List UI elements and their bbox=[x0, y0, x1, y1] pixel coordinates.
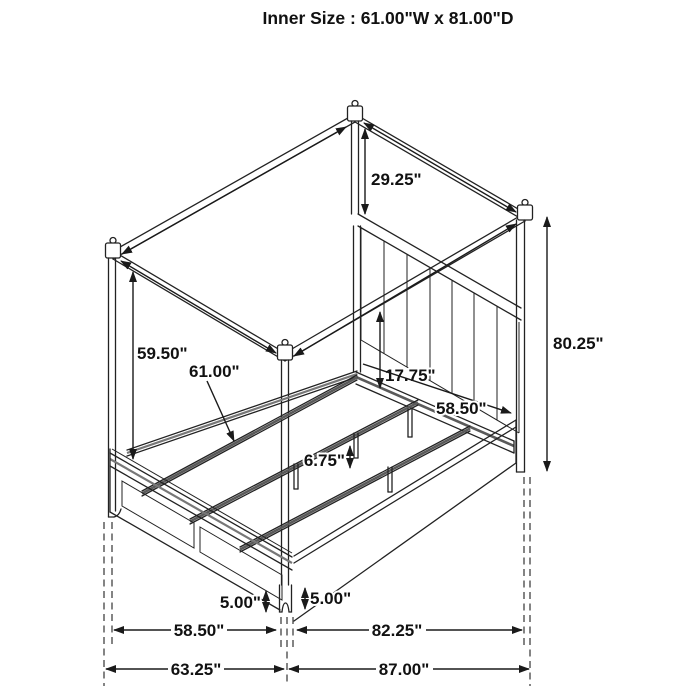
dim-label-head-rail-width: 58.50" bbox=[436, 399, 487, 418]
dim-label-overall-height: 80.25" bbox=[553, 334, 604, 353]
dim-side-rail-clearance bbox=[305, 588, 351, 609]
dim-label-canopy-drop: 29.25" bbox=[371, 170, 422, 189]
inner-size-arrows bbox=[121, 123, 516, 356]
dim-label-inner-width: 61.00" bbox=[189, 362, 240, 381]
dim-label-footboard-clearance: 5.00" bbox=[219, 593, 261, 612]
page-title: Inner Size : 61.00"W x 81.00"D bbox=[262, 8, 514, 28]
dim-footboard-span bbox=[114, 619, 276, 640]
dim-label-side-rail-clearance: 5.00" bbox=[310, 589, 352, 608]
canopy-frame bbox=[106, 101, 533, 362]
bed-posts bbox=[109, 121, 525, 612]
canopy-corner-blocks bbox=[106, 101, 533, 361]
dim-label-overall-depth: 87.00" bbox=[378, 660, 430, 679]
headboard-channel-lines bbox=[384, 241, 497, 420]
dim-label-footboard-span: 58.50" bbox=[173, 621, 225, 640]
dim-label-deck-to-headboard: 17.75" bbox=[385, 366, 436, 385]
dim-label-side-rail-span: 82.25" bbox=[371, 621, 423, 640]
dim-canopy-drop bbox=[365, 129, 422, 214]
dim-label-footboard-to-canopy: 59.50" bbox=[137, 344, 188, 363]
dim-deck-to-headboard bbox=[380, 312, 436, 388]
dim-footboard-clearance bbox=[220, 591, 266, 612]
dim-overall-depth bbox=[289, 658, 529, 679]
dim-side-rail-span bbox=[297, 619, 522, 640]
dim-label-support-leg-height: 6.75" bbox=[303, 451, 345, 470]
dim-overall-height bbox=[547, 217, 604, 471]
dim-footboard-to-canopy bbox=[133, 272, 188, 459]
footboard bbox=[110, 449, 292, 610]
dim-overall-width bbox=[106, 658, 284, 679]
dim-label-overall-width: 63.25" bbox=[170, 660, 222, 679]
